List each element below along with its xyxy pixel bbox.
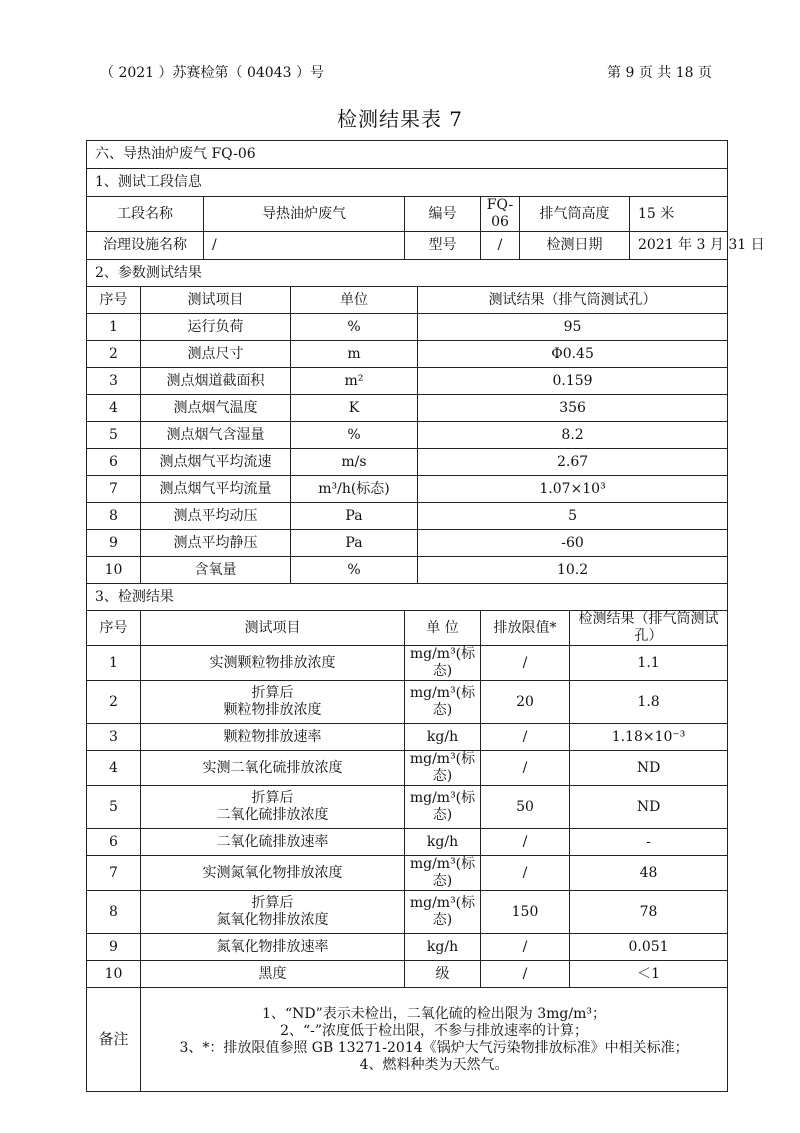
result-item-line: 二氧化硫排放速率 [216, 833, 329, 850]
result-limit: / [481, 934, 570, 961]
result-value: 78 [570, 891, 728, 934]
param-row [87, 557, 728, 584]
result-unit: 级 [405, 961, 481, 988]
param-item: 测点烟气平均流量 [141, 476, 291, 503]
result-limit: 50 [481, 786, 570, 829]
section-title-row [87, 141, 728, 169]
param-item: 测点烟气含湿量 [141, 422, 291, 449]
param-value: -60 [418, 530, 728, 557]
param-item: 测点烟道截面积 [141, 368, 291, 395]
result-unit: mg/m³(标态) [405, 856, 481, 891]
info-label: 检测日期 [520, 232, 630, 260]
param-row [87, 341, 728, 368]
param-value: 95 [418, 314, 728, 341]
header-cell: 排放限值* [481, 611, 570, 646]
header-cell: 测试结果（排气筒测试孔） [418, 287, 728, 314]
param-no: 2 [87, 341, 141, 368]
result-row [87, 786, 728, 829]
result-unit: kg/h [405, 724, 481, 751]
param-no: 8 [87, 503, 141, 530]
result-item [141, 856, 405, 891]
result-no: 4 [87, 751, 141, 786]
param-unit: K [291, 395, 418, 422]
header-cell: 测试项目 [141, 287, 291, 314]
result-row [87, 891, 728, 934]
param-item: 测点平均动压 [141, 503, 291, 530]
page-info: 第 9 页 共 18 页 [607, 65, 712, 81]
result-unit: kg/h [405, 934, 481, 961]
result-no: 2 [87, 681, 141, 724]
result-value: 48 [570, 856, 728, 891]
result-item [141, 751, 405, 786]
result-item-line: 氮氧化物排放浓度 [216, 912, 329, 928]
result-item-line: 氮氧化物排放速率 [216, 938, 329, 955]
result-item-line: 实测二氧化硫排放浓度 [202, 759, 343, 776]
result-item-line: 黑度 [258, 965, 287, 982]
param-unit: m [291, 341, 418, 368]
note-line: 4、燃料种类为天然气。 [359, 1056, 509, 1073]
result-row [87, 724, 728, 751]
results-heading: 3、检测结果 [87, 584, 728, 611]
param-row [87, 530, 728, 557]
result-limit: / [481, 751, 570, 786]
param-no: 5 [87, 422, 141, 449]
result-limit: / [481, 961, 570, 988]
params-heading-row [87, 260, 728, 287]
result-no: 9 [87, 934, 141, 961]
info-label: 编号 [405, 197, 481, 232]
notes-row [87, 988, 728, 1092]
result-unit: mg/m³(标态) [405, 646, 481, 681]
result-limit: 150 [481, 891, 570, 934]
result-value: 1.1 [570, 646, 728, 681]
result-item [141, 829, 405, 856]
param-unit: Pa [291, 503, 418, 530]
note-line: 1、“ND”表示未检出，二氧化硫的检出限为 3mg/m³； [262, 1005, 606, 1022]
info-value: / [481, 232, 520, 260]
result-item [141, 681, 405, 724]
result-table [86, 140, 765, 1092]
notes-label: 备注 [87, 988, 141, 1092]
param-item: 含氧量 [141, 557, 291, 584]
param-no: 1 [87, 314, 141, 341]
section-title: 六、导热油炉废气 FQ-06 [87, 141, 728, 169]
result-row [87, 681, 728, 724]
param-value: 5 [418, 503, 728, 530]
result-item-line: 实测氮氧化物排放浓度 [202, 864, 343, 881]
result-no: 3 [87, 724, 141, 751]
param-row [87, 503, 728, 530]
param-unit: % [291, 314, 418, 341]
param-item: 测点烟气温度 [141, 395, 291, 422]
param-value: 356 [418, 395, 728, 422]
result-row [87, 961, 728, 988]
header-cell: 序号 [87, 287, 141, 314]
param-row [87, 368, 728, 395]
param-no: 4 [87, 395, 141, 422]
result-value: ND [570, 751, 728, 786]
result-value: ＜1 [570, 961, 728, 988]
result-item-line: 颗粒物排放浓度 [223, 702, 322, 718]
info-value: 导热油炉废气 [204, 197, 405, 232]
result-item [141, 934, 405, 961]
info-label: 型号 [405, 232, 481, 260]
param-unit: m² [291, 368, 418, 395]
result-limit: / [481, 829, 570, 856]
result-unit: mg/m³(标态) [405, 891, 481, 934]
param-row [87, 422, 728, 449]
param-value: 0.159 [418, 368, 728, 395]
result-no: 10 [87, 961, 141, 988]
result-unit: mg/m³(标态) [405, 681, 481, 724]
result-item-line: 折算后 [251, 895, 294, 911]
result-unit: mg/m³(标态) [405, 786, 481, 829]
result-row [87, 856, 728, 891]
param-row [87, 476, 728, 503]
param-unit: % [291, 422, 418, 449]
param-no: 7 [87, 476, 141, 503]
param-value: 8.2 [418, 422, 728, 449]
param-value: 1.07×10³ [418, 476, 728, 503]
param-value: 2.67 [418, 449, 728, 476]
result-item [141, 724, 405, 751]
result-value: 0.051 [570, 934, 728, 961]
info-heading-row [87, 169, 728, 197]
info-value: / [204, 232, 405, 260]
result-no: 1 [87, 646, 141, 681]
results-header-row [87, 611, 728, 646]
param-unit: m³/h(标态) [291, 476, 418, 503]
results-heading-row [87, 584, 728, 611]
result-limit: / [481, 724, 570, 751]
param-no: 9 [87, 530, 141, 557]
result-row [87, 646, 728, 681]
result-item-line: 折算后 [251, 685, 294, 701]
result-row [87, 829, 728, 856]
result-item [141, 891, 405, 934]
result-item-line: 颗粒物排放速率 [223, 728, 322, 745]
header-cell: 测试项目 [141, 611, 405, 646]
result-item [141, 961, 405, 988]
info-label: 治理设施名称 [87, 232, 204, 260]
param-value: 10.2 [418, 557, 728, 584]
notes-content [141, 988, 728, 1092]
result-row [87, 751, 728, 786]
info-value: 15 米 [630, 197, 728, 232]
param-value: Φ0.45 [418, 341, 728, 368]
param-row [87, 395, 728, 422]
header-cell: 序号 [87, 611, 141, 646]
info-value: FQ-06 [481, 197, 520, 232]
result-value: 1.18×10⁻³ [570, 724, 728, 751]
param-item: 测点平均静压 [141, 530, 291, 557]
result-item-line: 二氧化硫排放浓度 [216, 807, 329, 823]
result-item-line: 实测颗粒物排放浓度 [209, 654, 336, 671]
param-item: 测点烟气平均流速 [141, 449, 291, 476]
result-item [141, 786, 405, 829]
param-item: 测点尺寸 [141, 341, 291, 368]
params-heading: 2、参数测试结果 [87, 260, 728, 287]
result-value: ND [570, 786, 728, 829]
info-label: 工段名称 [87, 197, 204, 232]
result-row [87, 934, 728, 961]
report-number: （ 2021 ）苏赛检第（ 04043 ）号 [100, 65, 324, 81]
result-limit: / [481, 646, 570, 681]
param-no: 10 [87, 557, 141, 584]
info-label: 排气筒高度 [520, 197, 630, 232]
param-no: 3 [87, 368, 141, 395]
result-no: 6 [87, 829, 141, 856]
result-limit: 20 [481, 681, 570, 724]
info-row [87, 197, 728, 232]
info-value: 2021 年 3 月 31 日 [630, 232, 728, 260]
param-no: 6 [87, 449, 141, 476]
result-unit: mg/m³(标态) [405, 751, 481, 786]
info-row [87, 232, 728, 260]
page-title: 检测结果表 7 [336, 107, 464, 131]
result-item [141, 646, 405, 681]
header-cell: 单 位 [405, 611, 481, 646]
info-heading: 1、测试工段信息 [87, 169, 728, 197]
note-line: 3、*：排放限值参照 GB 13271-2014《锅炉大气污染物排放标准》中相关标准； [179, 1039, 689, 1056]
result-no: 8 [87, 891, 141, 934]
param-row [87, 314, 728, 341]
result-no: 7 [87, 856, 141, 891]
result-value: - [570, 829, 728, 856]
note-line: 2、“-”浓度低于检出限，不参与排放速率的计算； [280, 1022, 589, 1039]
result-item-line: 折算后 [251, 790, 294, 806]
param-item: 运行负荷 [141, 314, 291, 341]
param-unit: m/s [291, 449, 418, 476]
param-unit: Pa [291, 530, 418, 557]
params-header-row [87, 287, 728, 314]
param-row [87, 449, 728, 476]
header-cell: 检测结果（排气筒测试孔） [570, 611, 728, 646]
result-no: 5 [87, 786, 141, 829]
result-value: 1.8 [570, 681, 728, 724]
param-unit: % [291, 557, 418, 584]
result-limit: / [481, 856, 570, 891]
header-cell: 单位 [291, 287, 418, 314]
result-unit: kg/h [405, 829, 481, 856]
